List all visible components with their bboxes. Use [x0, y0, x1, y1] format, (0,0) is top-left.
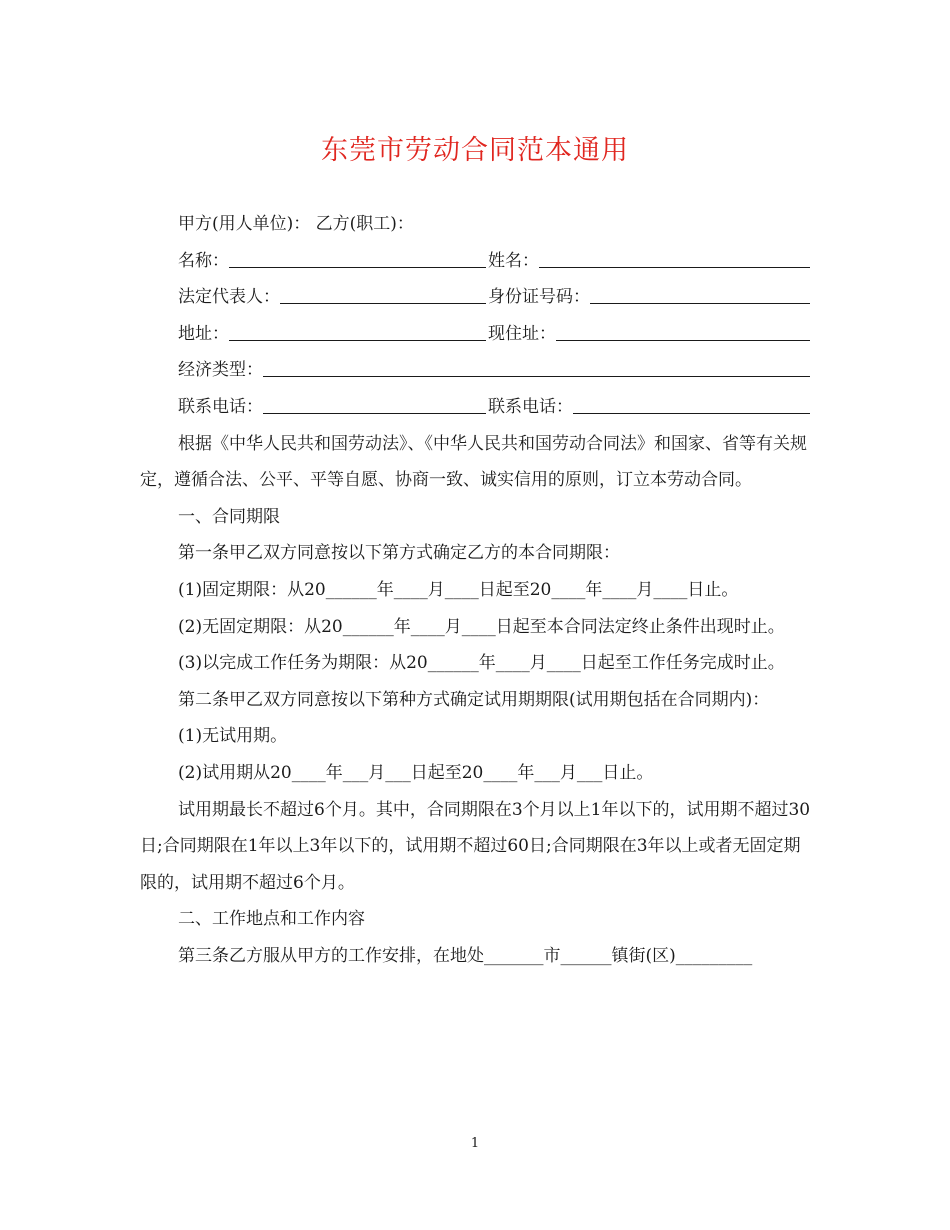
- document-body: [140, 206, 812, 974]
- field-blank-id-number: [590, 279, 810, 304]
- article-2-option-2: (2)试用期从20____年___月___日起至20____年___月___日止。: [178, 762, 654, 783]
- document-title: 东莞市劳动合同范本通用: [321, 135, 629, 166]
- field-blank-current-address: [556, 316, 810, 341]
- article-3: 第三条乙方服从甲方的工作安排，在地处_______市______镇街(区)_________: [178, 945, 753, 966]
- article-1-option-1: (1)固定期限：从20______年____月____日起至20____年____月____日止。: [178, 579, 739, 600]
- field-label-person-name: 姓名：: [488, 250, 539, 271]
- page-number: 1: [470, 1136, 480, 1151]
- field-blank-economic-type: [263, 352, 810, 377]
- field-row-representative: [140, 279, 812, 316]
- field-row-address: [140, 316, 812, 353]
- field-label-id-number: 身份证号码：: [488, 287, 590, 308]
- field-label-org-name: 名称：: [178, 250, 229, 271]
- article-2-option-1: (1)无试用期。: [178, 726, 288, 747]
- paragraph-preamble: 根据《中华人民共和国劳动法》、《中华人民共和国劳动合同法》和国家、省等有关规定，遵循合法、公平、平等自愿、协商一致、诚实信用的原则，订立本劳动合同。: [140, 433, 807, 491]
- parties-line: 甲方(用人单位)： 乙方(职工)：: [178, 214, 414, 234]
- article-1-option-2: (2)无固定期限：从20______年____月____日起至本合同法定终止条件出现时止。: [178, 616, 785, 637]
- field-blank-phone-a: [263, 389, 486, 414]
- field-row-economic-type: [140, 352, 812, 389]
- section-heading-term: 一、合同期限: [178, 506, 280, 527]
- field-row-name: [140, 243, 812, 280]
- field-label-current-address: 现住址：: [488, 323, 556, 344]
- article-1-option-3: (3)以完成工作任务为期限：从20______年____月____日起至工作任务完成时止。: [178, 653, 785, 674]
- field-label-phone-a: 联系电话：: [178, 396, 263, 417]
- field-label-phone-b: 联系电话：: [488, 396, 573, 417]
- field-label-representative: 法定代表人：: [178, 287, 280, 308]
- field-blank-representative: [280, 279, 486, 304]
- article-2: 第二条甲乙双方同意按以下第种方式确定试用期期限(试用期包括在合同期内)：: [178, 689, 770, 710]
- field-blank-phone-b: [573, 389, 810, 414]
- probation-note: 试用期最长不超过6个月。其中，合同期限在3个月以上1年以下的，试用期不超过30日;合同期限在1年以上3年以下的，试用期不超过60日;合同期限在3年以上或者无固定期限的，试用期不超过6个月。: [140, 799, 811, 893]
- field-row-phone: [140, 389, 812, 426]
- field-blank-address: [229, 316, 486, 341]
- field-label-economic-type: 经济类型：: [178, 360, 263, 381]
- article-1: 第一条甲乙双方同意按以下第方式确定乙方的本合同期限：: [178, 543, 620, 564]
- field-label-address: 地址：: [178, 323, 229, 344]
- field-blank-org-name: [229, 243, 486, 268]
- section-heading-workplace: 二、工作地点和工作内容: [178, 909, 365, 930]
- field-blank-person-name: [539, 243, 810, 268]
